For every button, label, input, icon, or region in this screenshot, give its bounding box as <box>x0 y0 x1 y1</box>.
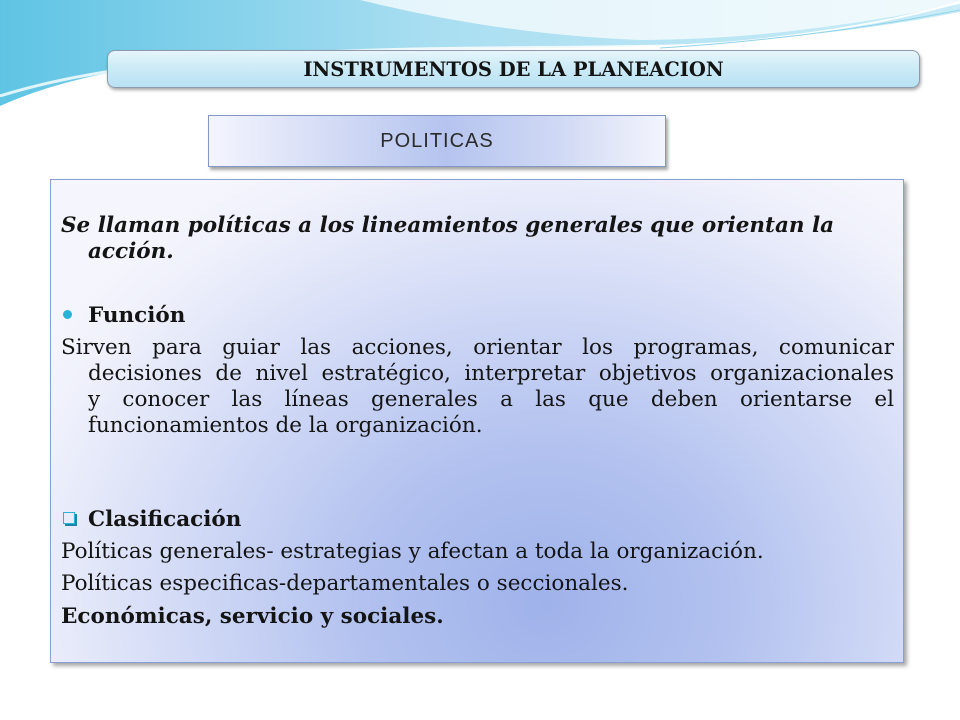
definition-text: acción. <box>88 239 174 264</box>
section-label-box <box>208 115 666 167</box>
square-checkbox-bullet-icon <box>63 512 75 524</box>
content-panel <box>50 179 904 663</box>
slide-title: INSTRUMENTOS DE LA PLANEACION <box>303 57 724 81</box>
clasificacion-item: Políticas especificas-departamentales o seccionales. <box>61 571 629 596</box>
clasificacion-heading: Clasificación <box>88 507 242 532</box>
section-label: POLITICAS <box>380 129 494 152</box>
bullet-dot-icon <box>63 310 72 319</box>
funcion-text: Sirven para guiar las acciones, orientar los programas, comunicar <box>61 335 894 360</box>
clasificacion-emphasis: Económicas, servicio y sociales. <box>61 604 444 629</box>
funcion-heading: Función <box>88 303 186 328</box>
title-banner <box>107 50 920 88</box>
funcion-text: y conocer las líneas generales a las que deben orientarse el <box>88 387 894 412</box>
funcion-text: funcionamientos de la organización. <box>88 413 483 438</box>
funcion-text: decisiones de nivel estratégico, interpretar objetivos organizacionales <box>88 361 894 386</box>
clasificacion-item: Políticas generales- estrategias y afectan a toda la organización. <box>61 539 764 564</box>
definition-text: Se llaman políticas a los lineamientos generales que orientan la <box>61 213 835 238</box>
